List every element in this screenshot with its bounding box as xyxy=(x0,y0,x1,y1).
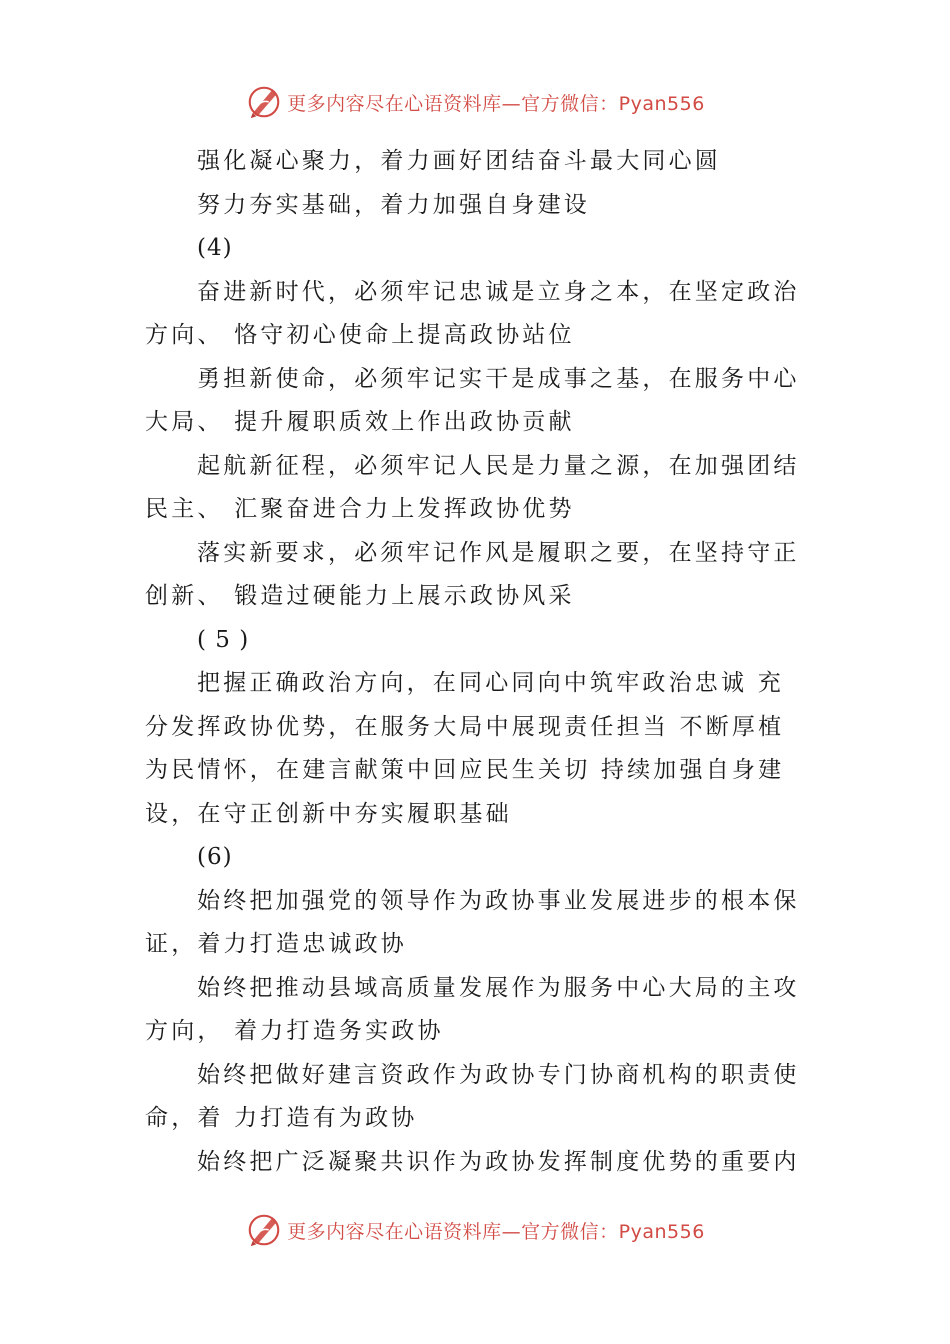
paragraph: 把握正确政治方向，在同心同向中筑牢政治忠诚 充分发挥政协优势，在服务大局中展现责任担当 不断厚植为民情怀，在建言献策中回应民生关切 持续加强自身建设，在守正创新中夯实履职基础 xyxy=(145,670,785,827)
watermark-banner-bottom xyxy=(0,1210,950,1250)
watermark-text: 更多内容尽在心语资料库—官方微信：Pyan556 xyxy=(287,1220,705,1243)
document-body xyxy=(145,140,805,1184)
paragraph: 强化凝心聚力，着力画好团结奋斗最大同心圆 xyxy=(197,148,721,174)
section-number: (4) xyxy=(197,235,233,261)
paragraph: 勇担新使命，必须牢记实干是成事之基，在服务中心大局、 提升履职质效上作出政协贡献 xyxy=(145,365,800,435)
pen-logo-icon xyxy=(245,1211,283,1249)
paragraph: 起航新征程，必须牢记人民是力量之源，在加强团结民主、 汇聚奋进合力上发挥政协优势 xyxy=(145,452,800,522)
section-number: ( 5 ) xyxy=(197,626,250,653)
paragraph: 始终把广泛凝聚共识作为政协发挥制度优势的重要内 xyxy=(197,1148,800,1175)
paragraph: 落实新要求，必须牢记作风是履职之要，在坚持守正创新、 锻造过硬能力上展示政协风采 xyxy=(145,539,800,609)
paragraph: 始终把做好建言资政作为政协专门协商机构的职责使命，着 力打造有为政协 xyxy=(145,1061,800,1131)
watermark-text: 更多内容尽在心语资料库—官方微信：Pyan556 xyxy=(287,92,705,115)
paragraph: 奋进新时代，必须牢记忠诚是立身之本，在坚定政治方向、 恪守初心使命上提高政协站位 xyxy=(145,278,800,348)
paragraph: 始终把推动县域高质量发展作为服务中心大局的主攻方向， 着力打造务实政协 xyxy=(145,974,800,1044)
section-number: (6) xyxy=(197,844,233,870)
paragraph: 努力夯实基础，着力加强自身建设 xyxy=(197,191,590,218)
pen-logo-icon xyxy=(245,83,283,121)
paragraph: 始终把加强党的领导作为政协事业发展进步的根本保证，着力打造忠诚政协 xyxy=(145,887,800,957)
watermark-banner-top xyxy=(0,82,950,122)
